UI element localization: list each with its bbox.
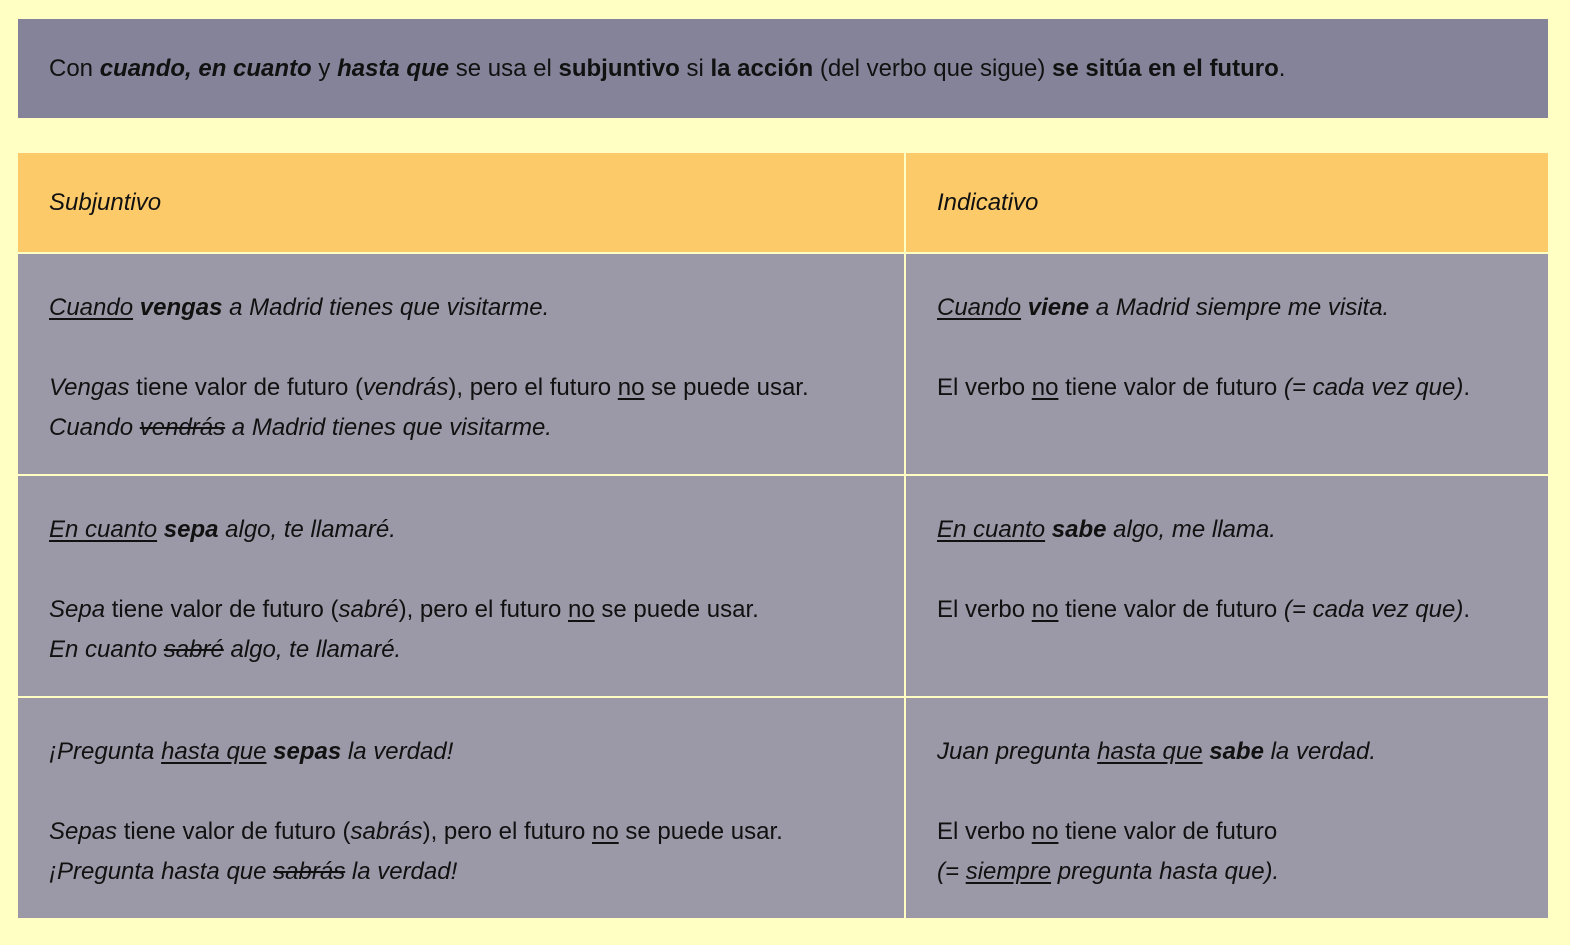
incorrect-example: En cuanto sabré algo, te llamaré. bbox=[49, 636, 402, 663]
explanation: Vengas tiene valor de futuro (vendrás), pero el futuro no se puede usar. bbox=[49, 374, 809, 401]
explanation: Sepa tiene valor de futuro (sabré), pero el futuro no se puede usar. bbox=[49, 596, 759, 623]
rule-banner bbox=[18, 19, 1548, 118]
example-sentence: Cuando vengas a Madrid tienes que visitarme. bbox=[49, 294, 550, 321]
subjuntivo-cell bbox=[18, 476, 904, 696]
term-futuro: se sitúa en el futuro bbox=[1052, 54, 1279, 82]
table-header-row bbox=[18, 153, 1548, 252]
explanation: Sepas tiene valor de futuro (sabrás), pero el futuro no se puede usar. bbox=[49, 818, 783, 845]
example-sentence: En cuanto sepa algo, te llamaré. bbox=[49, 516, 396, 543]
explanation: El verbo no tiene valor de futuro (= cada vez que). bbox=[937, 596, 1470, 623]
example-sentence: Juan pregunta hasta que sabe la verdad. bbox=[937, 738, 1376, 765]
indicativo-cell bbox=[906, 698, 1548, 918]
subjuntivo-cell bbox=[18, 254, 904, 474]
incorrect-example: ¡Pregunta hasta que sabrás la verdad! bbox=[49, 858, 458, 885]
incorrect-example: Cuando vendrás a Madrid tienes que visitarme. bbox=[49, 414, 552, 441]
rule-text: Con cuando, en cuanto y hasta que se usa el subjuntivo si la acción (del verbo que sigue) se sitúa en el futuro. bbox=[49, 54, 1286, 82]
example-sentence: Cuando viene a Madrid siempre me visita. bbox=[937, 294, 1390, 321]
table-row bbox=[18, 254, 1548, 474]
explanation: El verbo no tiene valor de futuro bbox=[937, 818, 1278, 845]
explanation: El verbo no tiene valor de futuro (= cada vez que). bbox=[937, 374, 1470, 401]
table-row bbox=[18, 476, 1548, 696]
indicativo-cell bbox=[906, 254, 1548, 474]
indicativo-cell bbox=[906, 476, 1548, 696]
example-sentence: En cuanto sabe algo, me llama. bbox=[937, 516, 1276, 543]
example-sentence: ¡Pregunta hasta que sepas la verdad! bbox=[49, 738, 454, 765]
term-la-accion: la acción bbox=[710, 54, 814, 82]
header-subjuntivo: Subjuntivo bbox=[18, 153, 904, 252]
table-row bbox=[18, 698, 1548, 918]
header-indicativo: Indicativo bbox=[906, 153, 1548, 252]
conjunction-hasta-que: hasta que bbox=[337, 54, 450, 82]
conjunctions: cuando, en cuanto bbox=[99, 54, 312, 82]
comparison-table bbox=[16, 151, 1550, 920]
term-subjuntivo: subjuntivo bbox=[558, 54, 680, 82]
explanation-continued: (= siempre pregunta hasta que). bbox=[937, 858, 1280, 885]
subjuntivo-cell bbox=[18, 698, 904, 918]
